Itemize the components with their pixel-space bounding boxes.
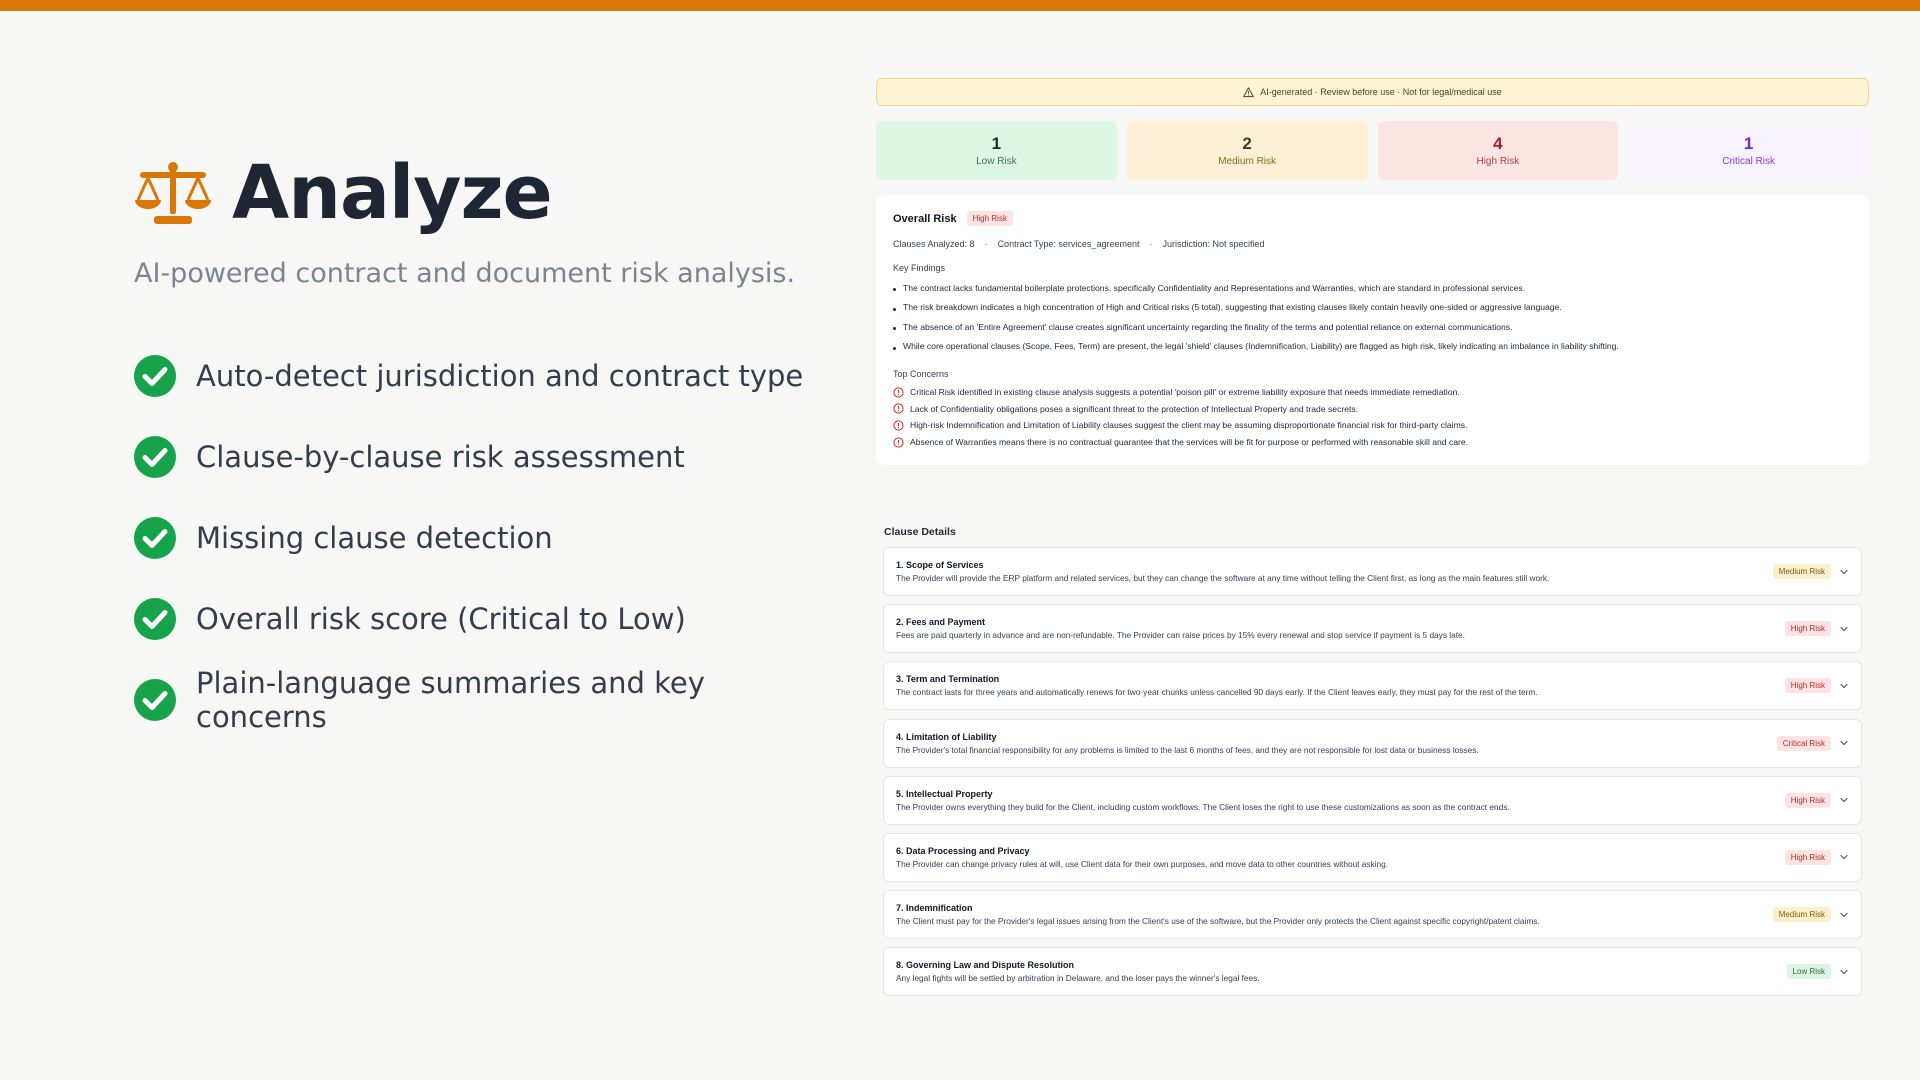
- top-concern-text: Lack of Confidentiality obligations poses a significant threat to the protection of Intellectual Property and trade secrets.: [910, 403, 1359, 414]
- overall-risk-header: [893, 211, 1852, 226]
- stat-count: 1: [1743, 134, 1754, 153]
- top-concern-item: [893, 401, 1852, 418]
- top-concern-item: [893, 434, 1852, 451]
- chevron-down-icon[interactable]: [1839, 795, 1849, 805]
- feature-text: Plain-language summaries and key concerns: [196, 665, 705, 734]
- analysis-meta: [893, 239, 1852, 249]
- clause-row[interactable]: [883, 890, 1862, 939]
- clause-row[interactable]: [883, 833, 1862, 882]
- key-finding-item: [893, 278, 1852, 298]
- clause-row[interactable]: [883, 661, 1862, 710]
- chevron-down-icon[interactable]: [1839, 910, 1849, 920]
- alert-circle-icon: [893, 387, 904, 398]
- ai-disclaimer-banner: [876, 78, 1869, 106]
- clause-actions: [1777, 736, 1849, 751]
- ai-disclaimer-text: AI-generated · Review before use · Not for legal/medical use: [1260, 87, 1502, 97]
- hero-section: [134, 150, 834, 740]
- stat-card-critical: [1628, 121, 1869, 180]
- overall-risk-card: [876, 195, 1869, 465]
- stat-card-high: [1378, 121, 1619, 180]
- top-concern-text: Critical Risk identified in existing clause analysis suggests a potential 'poison pill' or extreme liability exposure that needs immediate remediation.: [910, 387, 1460, 398]
- overall-risk-badge: High Risk: [967, 211, 1013, 226]
- clause-row[interactable]: [883, 547, 1862, 596]
- top-concern-text: High-risk Indemnification and Limitation of Liability clauses suggest the client may be assuming disproportionate financial risk for third-party claims.: [910, 420, 1468, 431]
- top-concern-item: [893, 384, 1852, 401]
- bullet-icon: [893, 347, 896, 350]
- stat-count: 1: [991, 134, 1002, 153]
- clause-summary: The Provider's total financial responsibility for any problems is limited to the last 6 months of fees, and they are not responsible for lost data or business losses.: [896, 744, 1479, 755]
- clause-risk-badge: Low Risk: [1787, 964, 1831, 979]
- page-subtitle: AI-powered contract and document risk analysis.: [134, 258, 796, 289]
- clause-title: 3. Term and Termination: [896, 674, 1000, 685]
- clause-body: [896, 959, 1260, 984]
- meta-separator: ·: [984, 239, 988, 249]
- meta-separator: ·: [1149, 239, 1153, 249]
- clause-risk-badge: Medium Risk: [1773, 907, 1831, 922]
- hero-title-row: [134, 150, 834, 236]
- key-finding-text: The risk breakdown indicates a high concentration of High and Critical risks (5 total), suggesting that existing clauses likely contain heavily one-sided or aggressive language.: [903, 302, 1562, 313]
- top-concern-text: Absence of Warranties means there is no contractual guarantee that the services will be fit for purpose or performed with reasonable skill and care.: [910, 437, 1469, 448]
- clause-summary: Any legal fights will be settled by arbitration in Delaware, and the loser pays the winner's legal fees.: [896, 973, 1260, 984]
- key-findings-list: [893, 278, 1852, 356]
- clause-actions: [1785, 678, 1849, 693]
- clause-summary: The contract lasts for three years and automatically renews for two-year chunks unless cancelled 90 days early. If the Client leaves early, they must pay for the rest of the term.: [896, 687, 1538, 698]
- clause-title: 6. Data Processing and Privacy: [896, 845, 1030, 856]
- stat-label: Medium Risk: [1218, 156, 1277, 167]
- feature-list: [134, 335, 834, 740]
- analysis-panel: [876, 78, 1869, 984]
- check-circle-icon: [134, 436, 176, 478]
- feature-item: [134, 416, 834, 497]
- key-finding-item: [893, 298, 1852, 318]
- alert-circle-icon: [893, 437, 904, 448]
- clause-actions: [1773, 907, 1849, 922]
- stat-card-medium: [1127, 121, 1368, 180]
- feature-text: Clause-by-clause risk assessment: [196, 439, 685, 474]
- clause-row[interactable]: [883, 776, 1862, 825]
- clause-risk-badge: High Risk: [1785, 621, 1831, 636]
- page-title: Analyze: [232, 150, 552, 236]
- clauses-analyzed: Clauses Analyzed: 8: [893, 239, 975, 249]
- key-finding-text: The contract lacks fundamental boilerplate protections, specifically Confidentiality and Representations and Warranties, which are standard in professional services.: [903, 282, 1526, 293]
- clause-body: [896, 616, 1465, 641]
- clause-actions: [1787, 964, 1849, 979]
- stat-label: High Risk: [1476, 156, 1520, 167]
- feature-text: Overall risk score (Critical to Low): [196, 601, 686, 636]
- risk-summary-cards: [876, 121, 1869, 180]
- clause-title: 5. Intellectual Property: [896, 788, 993, 799]
- clause-body: [896, 902, 1540, 927]
- clause-row[interactable]: [883, 719, 1862, 768]
- stat-card-low: [876, 121, 1117, 180]
- check-circle-icon: [134, 355, 176, 397]
- top-concerns-label: Top Concerns: [893, 369, 949, 379]
- clause-summary: The Client must pay for the Provider's legal issues arising from the Client's use of the software, but the Provider only protects the Client against specific copyright/patent claims.: [896, 916, 1540, 927]
- check-circle-icon: [134, 517, 176, 559]
- clause-title: 1. Scope of Services: [896, 560, 984, 570]
- clause-summary: Fees are paid quarterly in advance and are non-refundable. The Provider can raise prices by 15% every renewal and stop service if payment is 5 days late.: [896, 630, 1465, 641]
- clause-body: [896, 788, 1510, 813]
- chevron-down-icon[interactable]: [1839, 624, 1849, 634]
- clause-details-heading: Clause Details: [884, 526, 956, 538]
- feature-text: Auto-detect jurisdiction and contract type: [196, 358, 804, 393]
- scales-icon: [134, 160, 212, 226]
- clause-actions: [1785, 793, 1849, 808]
- clause-body: [896, 845, 1388, 870]
- clause-body: [896, 673, 1538, 698]
- chevron-down-icon[interactable]: [1839, 567, 1849, 577]
- jurisdiction: Jurisdiction: Not specified: [1162, 239, 1265, 249]
- clause-title: 8. Governing Law and Dispute Resolution: [896, 960, 1075, 971]
- clause-body: [896, 559, 1549, 584]
- key-finding-item: [893, 317, 1852, 337]
- alert-circle-icon: [893, 403, 904, 414]
- clause-row[interactable]: [883, 604, 1862, 653]
- key-finding-text: While core operational clauses (Scope, Fees, Term) are present, the legal 'shield' clauses (Indemnification, Liability) are flagged as high risk, likely indicating an imbalance in liability shifting.: [903, 341, 1619, 352]
- stat-label: Critical Risk: [1722, 156, 1776, 167]
- clause-risk-badge: High Risk: [1785, 678, 1831, 693]
- stat-label: Low Risk: [976, 156, 1017, 167]
- clause-title: 4. Limitation of Liability: [896, 731, 997, 742]
- clause-risk-badge: Critical Risk: [1777, 736, 1831, 751]
- clause-summary: The Provider can change privacy rules at will, use Client data for their own purposes, and move data to other countries without asking.: [896, 858, 1389, 869]
- feature-text: Missing clause detection: [196, 520, 553, 555]
- chevron-down-icon[interactable]: [1839, 681, 1849, 691]
- clause-row[interactable]: [883, 947, 1862, 996]
- clause-risk-badge: Medium Risk: [1773, 564, 1831, 579]
- clause-summary: The Provider will provide the ERP platform and related services, but they can change the software at any time without telling the Client first, as long as the main features still work.: [896, 573, 1550, 583]
- top-concerns-list: [893, 384, 1852, 450]
- feature-item: [134, 659, 834, 740]
- overall-risk-title: Overall Risk: [893, 212, 957, 225]
- clause-risk-badge: High Risk: [1785, 793, 1831, 808]
- clause-actions: [1785, 621, 1849, 636]
- clause-risk-badge: High Risk: [1785, 850, 1831, 865]
- clause-title: 2. Fees and Payment: [896, 617, 986, 628]
- feature-item: [134, 578, 834, 659]
- contract-type: Contract Type: services_agreement: [997, 239, 1140, 249]
- check-circle-icon: [134, 679, 176, 721]
- feature-item: [134, 335, 834, 416]
- feature-item: [134, 497, 834, 578]
- clause-actions: [1785, 850, 1849, 865]
- alert-circle-icon: [893, 420, 904, 431]
- clause-title: 7. Indemnification: [896, 903, 973, 914]
- stat-count: 2: [1242, 134, 1252, 153]
- check-circle-icon: [134, 598, 176, 640]
- clause-summary: The Provider owns everything they build for the Client, including custom workflows. The Client loses the right to use these customizations as soon as the contract ends.: [896, 801, 1510, 812]
- bullet-icon: [893, 327, 896, 330]
- chevron-down-icon[interactable]: [1839, 852, 1849, 862]
- bullet-icon: [893, 308, 896, 311]
- stat-count: 4: [1493, 134, 1503, 153]
- warning-icon: [1243, 87, 1254, 98]
- clause-body: [896, 731, 1479, 756]
- key-findings-label: Key Findings: [893, 263, 946, 273]
- chevron-down-icon[interactable]: [1839, 967, 1849, 977]
- top-concern-item: [893, 417, 1852, 434]
- key-finding-text: The absence of an 'Entire Agreement' clause creates significant uncertainty regarding the finality of the terms and potential reliance on external communications.: [903, 321, 1513, 332]
- clause-list: [883, 547, 1862, 1005]
- bullet-icon: [893, 288, 896, 291]
- top-accent-bar: [0, 0, 1920, 11]
- clause-actions: [1773, 564, 1849, 579]
- chevron-down-icon[interactable]: [1839, 738, 1849, 748]
- key-finding-item: [893, 337, 1852, 357]
